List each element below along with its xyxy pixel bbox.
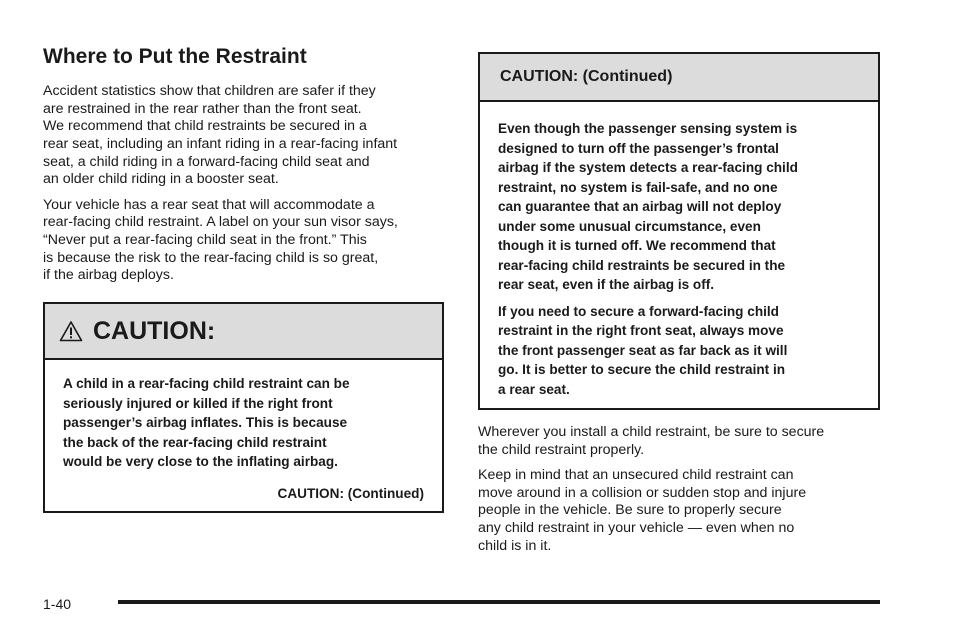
body-paragraph: Accident statistics show that children are safer if they are restrained in the rear rather than the front seat. We recommend that child restraints be secured in a rear seat, including an infant riding in a rear-facing infant seat, a child riding in a forward-facing child seat and an older child riding in a booster seat. bbox=[43, 83, 398, 188]
right-column bbox=[478, 52, 880, 563]
left-column bbox=[43, 44, 445, 293]
warning-triangle-icon bbox=[59, 320, 83, 342]
caution-text: Even though the passenger sensing system is designed to turn off the passenger’s frontal airbag if the system detects a rear-facing child restraint, no system is fail-safe, and no one can guarantee that an airbag will not deploy under some unusual circumstance, even though it is turned off. We recommend that rear-facing child restraints be secured in the rear seat, even if the airbag is off. bbox=[498, 121, 798, 292]
caution-title: CAUTION: (Continued) bbox=[500, 68, 673, 85]
body-paragraph: Wherever you install a child restraint, be sure to secure the child restraint properly. bbox=[478, 424, 825, 458]
caution-header bbox=[480, 54, 878, 102]
footer-rule bbox=[118, 600, 880, 604]
caution-text: If you need to secure a forward-facing child restraint in the right front seat, always move the front passenger seat as far back as it will go. It is better to secure the child restraint in a rear seat. bbox=[498, 303, 788, 397]
right-body-text bbox=[478, 424, 880, 555]
section-heading: Where to Put the Restraint bbox=[43, 45, 307, 68]
page-number: 1-40 bbox=[43, 596, 72, 612]
body-paragraph: Your vehicle has a rear seat that will accommodate a rear-facing child restraint. A label on your sun visor says, “Never put a rear-facing child seat in the front.” This is because the risk to the rear-facing child is so great, if the airbag deploys. bbox=[43, 196, 398, 284]
caution-body bbox=[45, 360, 442, 501]
caution-continued-label: CAUTION: (Continued) bbox=[277, 485, 424, 501]
caution-body bbox=[480, 102, 878, 399]
caution-box bbox=[43, 302, 444, 513]
caution-continued-box bbox=[478, 52, 880, 410]
caution-header bbox=[45, 304, 442, 360]
body-paragraph: Keep in mind that an unsecured child restraint can move around in a collision or sudden stop and injure people in the vehicle. Be sure to properly secure any child restraint in your vehicle — even when no child is in it. bbox=[478, 467, 807, 554]
caution-title: CAUTION: bbox=[93, 316, 216, 345]
caution-text: A child in a rear-facing child restraint can be seriously injured or killed if the right front passenger’s airbag inflates. This is because the back of the rear-facing child restraint would be very close to the inflating airbag. bbox=[63, 376, 350, 469]
